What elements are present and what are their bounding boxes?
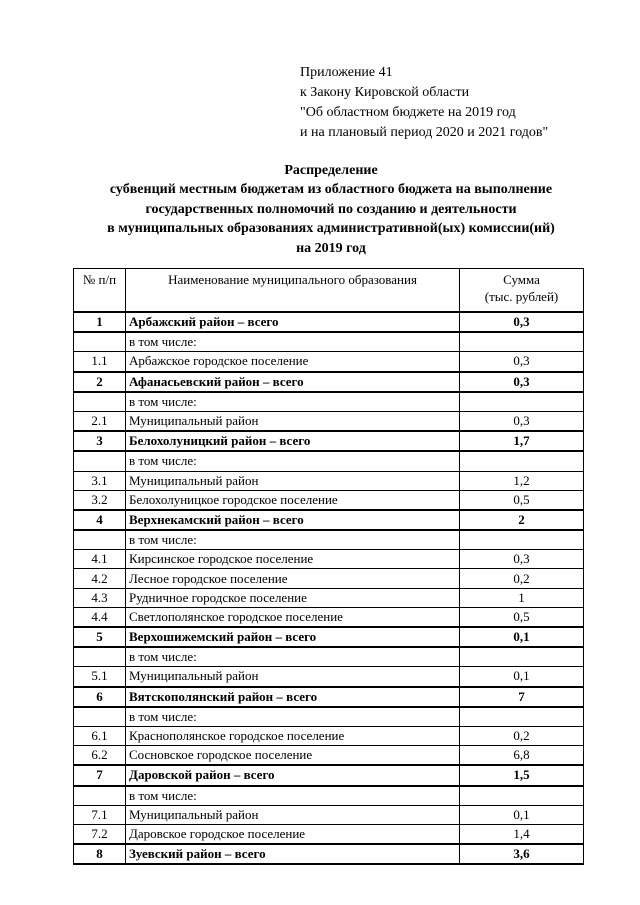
row-number — [74, 530, 126, 550]
table-row — [74, 550, 584, 569]
row-number: 8 — [74, 844, 126, 864]
row-sum: 2 — [460, 510, 584, 530]
row-name: в том числе: — [126, 392, 460, 412]
row-sum: 0,3 — [460, 312, 584, 332]
row-name: Светлополянское городское поселение — [126, 607, 460, 627]
row-sum: 0,3 — [460, 411, 584, 431]
row-number — [74, 332, 126, 352]
row-name: Арбажский район – всего — [126, 312, 460, 332]
appendix-line: к Закону Кировской области — [300, 85, 470, 100]
row-sum: 0,1 — [460, 805, 584, 824]
row-number — [74, 451, 126, 471]
row-sum — [460, 451, 584, 471]
table-row — [74, 411, 584, 431]
header-name: Наименование муниципального образования — [126, 269, 460, 313]
row-number: 7 — [74, 765, 126, 785]
title-line: на 2019 год — [296, 240, 366, 256]
row-name: в том числе: — [126, 332, 460, 352]
row-sum: 1,2 — [460, 471, 584, 490]
row-name: Белохолуницкий район – всего — [126, 431, 460, 451]
row-name: Даровской район – всего — [126, 765, 460, 785]
row-sum: 1,7 — [460, 431, 584, 451]
table-row — [74, 312, 584, 332]
row-number — [74, 707, 126, 727]
row-name: Арбажское городское поселение — [126, 352, 460, 372]
row-number: 7.1 — [74, 805, 126, 824]
row-name: Даровское городское поселение — [126, 824, 460, 844]
row-name: Муниципальный район — [126, 667, 460, 687]
row-name: Муниципальный район — [126, 471, 460, 490]
appendix-line: Приложение 41 — [300, 65, 393, 80]
row-name: Белохолуницкое городское поселение — [126, 490, 460, 510]
row-name: Сосновское городское поселение — [126, 746, 460, 766]
row-sum — [460, 392, 584, 412]
row-number: 2.1 — [74, 411, 126, 431]
table-row — [74, 451, 584, 471]
row-sum: 0,3 — [460, 550, 584, 569]
row-sum — [460, 647, 584, 667]
row-number: 1 — [74, 312, 126, 332]
row-name: Муниципальный район — [126, 805, 460, 824]
table-row — [74, 726, 584, 745]
row-number: 3.1 — [74, 471, 126, 490]
row-number: 5.1 — [74, 667, 126, 687]
table-body — [74, 312, 584, 864]
table-row — [74, 824, 584, 844]
row-sum: 1,4 — [460, 824, 584, 844]
row-sum — [460, 530, 584, 550]
header-sum-line: Сумма — [503, 272, 540, 287]
table-row — [74, 332, 584, 352]
row-name: в том числе: — [126, 707, 460, 727]
row-name: Лесное городское поселение — [126, 569, 460, 588]
subvention-table — [73, 268, 584, 865]
row-sum: 0,3 — [460, 352, 584, 372]
row-sum: 0,2 — [460, 726, 584, 745]
title-line: субвенций местным бюджетам из областного бюджета на выполнение — [109, 182, 553, 198]
row-sum: 0,3 — [460, 372, 584, 392]
table-row — [74, 687, 584, 707]
table-row — [74, 352, 584, 372]
title-line: Распределение — [284, 163, 378, 178]
document-title — [40, 161, 622, 258]
table-row — [74, 805, 584, 824]
row-number — [74, 647, 126, 667]
table-row — [74, 667, 584, 687]
table-row — [74, 510, 584, 530]
table-row — [74, 786, 584, 806]
row-sum: 0,5 — [460, 490, 584, 510]
row-number: 6.2 — [74, 746, 126, 766]
table-row — [74, 588, 584, 607]
row-number: 6 — [74, 687, 126, 707]
row-sum: 6,8 — [460, 746, 584, 766]
row-sum: 3,6 — [460, 844, 584, 864]
table-row — [74, 471, 584, 490]
table-row — [74, 431, 584, 451]
appendix-header — [300, 63, 548, 143]
row-name: в том числе: — [126, 647, 460, 667]
row-sum: 1,5 — [460, 765, 584, 785]
title-line: государственных полномочий по созданию и деятельности — [145, 201, 517, 217]
row-number: 3 — [74, 431, 126, 451]
title-line: в муниципальных образованиях административной(ых) комиссии(ий) — [107, 221, 555, 237]
table-row — [74, 707, 584, 727]
row-name: в том числе: — [126, 451, 460, 471]
header-sum — [460, 269, 584, 313]
row-name: Рудничное городское поселение — [126, 588, 460, 607]
table-row — [74, 627, 584, 647]
header-number: № п/п — [74, 269, 126, 313]
row-name: Верхошижемский район – всего — [126, 627, 460, 647]
table-header-row — [74, 269, 584, 313]
table-row — [74, 569, 584, 588]
row-name: в том числе: — [126, 530, 460, 550]
row-number: 4.3 — [74, 588, 126, 607]
header-sum-unit: (тыс. рублей) — [484, 289, 559, 304]
row-name: Вятскополянский район – всего — [126, 687, 460, 707]
appendix-line: "Об областном бюджете на 2019 год — [300, 105, 516, 120]
table-row — [74, 844, 584, 864]
table-row — [74, 490, 584, 510]
row-name: Верхнекамский район – всего — [126, 510, 460, 530]
row-number: 6.1 — [74, 726, 126, 745]
row-sum: 0,2 — [460, 569, 584, 588]
table-row — [74, 607, 584, 627]
row-name: Краснополянское городское поселение — [126, 726, 460, 745]
table-row — [74, 392, 584, 412]
row-number: 4.4 — [74, 607, 126, 627]
row-sum: 0,5 — [460, 607, 584, 627]
row-name: Муниципальный район — [126, 411, 460, 431]
row-name: Кирсинское городское поселение — [126, 550, 460, 569]
row-sum: 1 — [460, 588, 584, 607]
table-row — [74, 372, 584, 392]
row-number: 4.1 — [74, 550, 126, 569]
row-name: в том числе: — [126, 786, 460, 806]
row-sum — [460, 786, 584, 806]
row-sum: 0,1 — [460, 667, 584, 687]
table-row — [74, 765, 584, 785]
row-number — [74, 786, 126, 806]
row-number: 3.2 — [74, 490, 126, 510]
row-sum: 0,1 — [460, 627, 584, 647]
row-number: 1.1 — [74, 352, 126, 372]
row-name: Афанасьевский район – всего — [126, 372, 460, 392]
row-number: 4.2 — [74, 569, 126, 588]
table-row — [74, 530, 584, 550]
table-row — [74, 746, 584, 766]
table-row — [74, 647, 584, 667]
row-sum — [460, 707, 584, 727]
row-number: 5 — [74, 627, 126, 647]
row-name: Зуевский район – всего — [126, 844, 460, 864]
appendix-line: и на плановый период 2020 и 2021 годов" — [300, 125, 549, 140]
row-number: 2 — [74, 372, 126, 392]
row-sum: 7 — [460, 687, 584, 707]
row-number — [74, 392, 126, 412]
row-number: 7.2 — [74, 824, 126, 844]
row-number: 4 — [74, 510, 126, 530]
row-sum — [460, 332, 584, 352]
